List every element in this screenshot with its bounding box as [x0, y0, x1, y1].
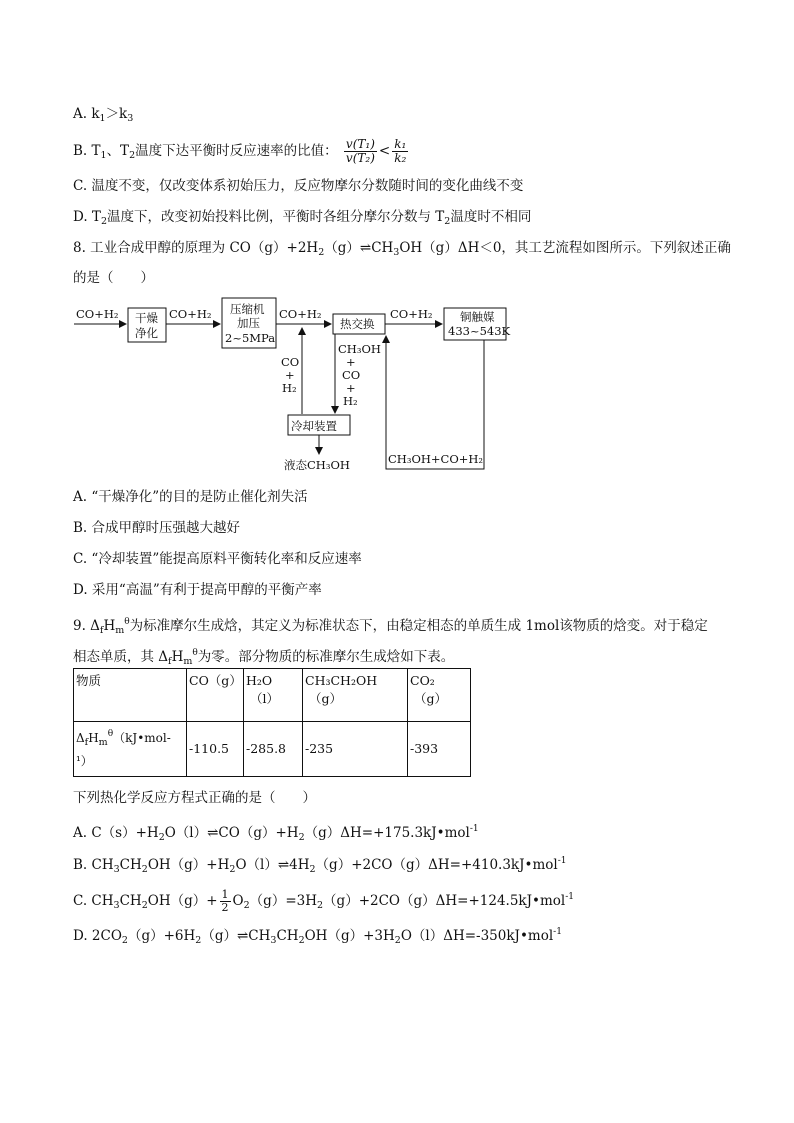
label-to-compressor: CO+H₂ — [169, 307, 212, 321]
q9-option-d[interactable]: D. $2CO_2(g)+6H_2(g)\rightleftharpoons CH_3CH_2OH(g)+3H_2O(l)\Delta H=-350kJ•mol^{-1}$ — [73, 927, 562, 946]
table-header-cell: CO₂ （g） — [408, 669, 471, 722]
down-label-5: H₂ — [343, 394, 358, 408]
up-label-3: H₂ — [282, 381, 297, 395]
q7-option-a[interactable]: A. $k_1>k_3$ — [73, 106, 134, 124]
q9-stem-continued: 相态单质，其 $\Delta_fH_m^\theta$为零。部分物质的标准摩尔生成焓如下表。 — [73, 648, 455, 667]
label-to-catalyst: CO+H₂ — [390, 307, 433, 321]
table-header-cell: H₂O （l） — [244, 669, 303, 722]
methanol-process-flow-diagram — [70, 296, 530, 476]
q8-option-c[interactable]: C. “冷却装置”能提高原料平衡转化率和反应速率 — [73, 551, 362, 567]
q8-option-b[interactable]: B. 合成甲醇时压强越大越好 — [73, 520, 241, 536]
up-label-1: CO — [281, 355, 300, 369]
q9-stem: 9. $\Delta_fH_m^\theta$为标准摩尔生成焓，其定义为标准状态下，由稳定相态的单质生成 1mol该物质的焓变。对于稳定 — [73, 617, 708, 636]
table-header-cell: 物质 — [74, 669, 187, 722]
compressor-label-3: 2~5MPa — [225, 331, 276, 345]
enthalpy-table — [73, 668, 471, 777]
q8-stem: 8. 工业合成甲醇的原理为 $CO(g)+2H_2(g)\rightleftharpoons CH_3OH(g)\Delta H<0$，其工艺流程如图所示。下列叙述正确 — [73, 240, 731, 258]
heat-exchange-label: 热交换 — [340, 317, 375, 331]
recycle-loop — [386, 336, 484, 469]
cooling-label: 冷却装置 — [291, 419, 337, 433]
down-label-3: CO — [342, 368, 361, 382]
down-label-1: CH₃OH — [338, 342, 381, 356]
table-header-row — [74, 669, 471, 722]
liquid-out-label: 液态CH₃OH — [284, 458, 350, 472]
label-to-heat-exchange: CO+H₂ — [279, 307, 322, 321]
table-cell: -235 — [303, 722, 408, 777]
down-label-2: + — [346, 355, 356, 369]
k-ratio-fraction: $\frac{\text{k₁}}{\text{k₂}}$ — [394, 137, 407, 165]
q7-option-b[interactable]: B. $T_1$、$T_2$温度下达平衡时反应速率的比值： $\frac{\text{v(T₁)}}{\text{v(T₂)}}$ < $\frac{\text{k₁}}{\text{k₂}}$ — [73, 137, 407, 165]
q8-option-a[interactable]: A. “干燥净化”的目的是防止催化剂失活 — [73, 489, 308, 505]
q9-option-b[interactable]: B. $CH_3CH_2OH(g)+H_2O(l)\rightleftharpoons 4H_2(g)+2CO(g)\Delta H=+410.3kJ•mol^{-1}$ — [73, 856, 567, 875]
rate-ratio-fraction: $\frac{\text{v(T₁)}}{\text{v(T₂)}}$ — [345, 137, 375, 165]
half-fraction: $\frac{1}{2}$ — [221, 888, 229, 914]
q8-stem-continued: 的是（ ） — [73, 270, 154, 286]
q9-question: 下列热化学反应方程式正确的是（ ） — [73, 790, 316, 806]
table-cell: -110.5 — [187, 722, 244, 777]
up-label-2: + — [285, 368, 295, 382]
table-header-cell: CO（g） — [187, 669, 244, 722]
dry-purify-label-2: 净化 — [135, 326, 158, 340]
table-cell: $\Delta_fH_m^\theta(kJ•mol-$ ¹） — [74, 722, 187, 777]
q7-option-d[interactable]: D. $T_2$温度下，改变初始投料比例，平衡时各组分摩尔分数与 $T_2$温度时不相同 — [73, 209, 532, 227]
table-row — [74, 722, 471, 777]
q9-option-c[interactable]: C. $CH_3CH_2OH(g)+$ $\frac{1}{2}$ $O_2(g)=3H_2(g)+2CO(g)\Delta H=+124.5kJ•mol^{-1}$ — [73, 888, 575, 914]
catalyst-label-2: 433~543K — [448, 324, 511, 338]
compressor-label-2: 加压 — [237, 316, 260, 330]
dry-purify-label-1: 干燥 — [135, 311, 158, 325]
q7-option-c[interactable]: C. 温度不变，仅改变体系初始压力，反应物摩尔分数随时间的变化曲线不变 — [73, 178, 524, 194]
q8-option-d[interactable]: D. 采用“高温”有利于提高甲醇的平衡产率 — [73, 582, 322, 598]
q9-option-a[interactable]: A. $C(s)+H_2O(l)\rightleftharpoons CO(g)+H_2(g)\Delta H=+175.3kJ•mol^{-1}$ — [73, 824, 479, 843]
recycle-label: CH₃OH+CO+H₂ — [388, 452, 484, 466]
catalyst-label-1: 铜触媒 — [460, 310, 495, 324]
table-cell: -393 — [408, 722, 471, 777]
feed-label: CO+H₂ — [76, 307, 119, 321]
table-cell: -285.8 — [244, 722, 303, 777]
down-label-4: + — [346, 381, 356, 395]
compressor-label-1: 压缩机 — [230, 302, 265, 316]
table-header-cell: CH₃CH₂OH （g） — [303, 669, 408, 722]
